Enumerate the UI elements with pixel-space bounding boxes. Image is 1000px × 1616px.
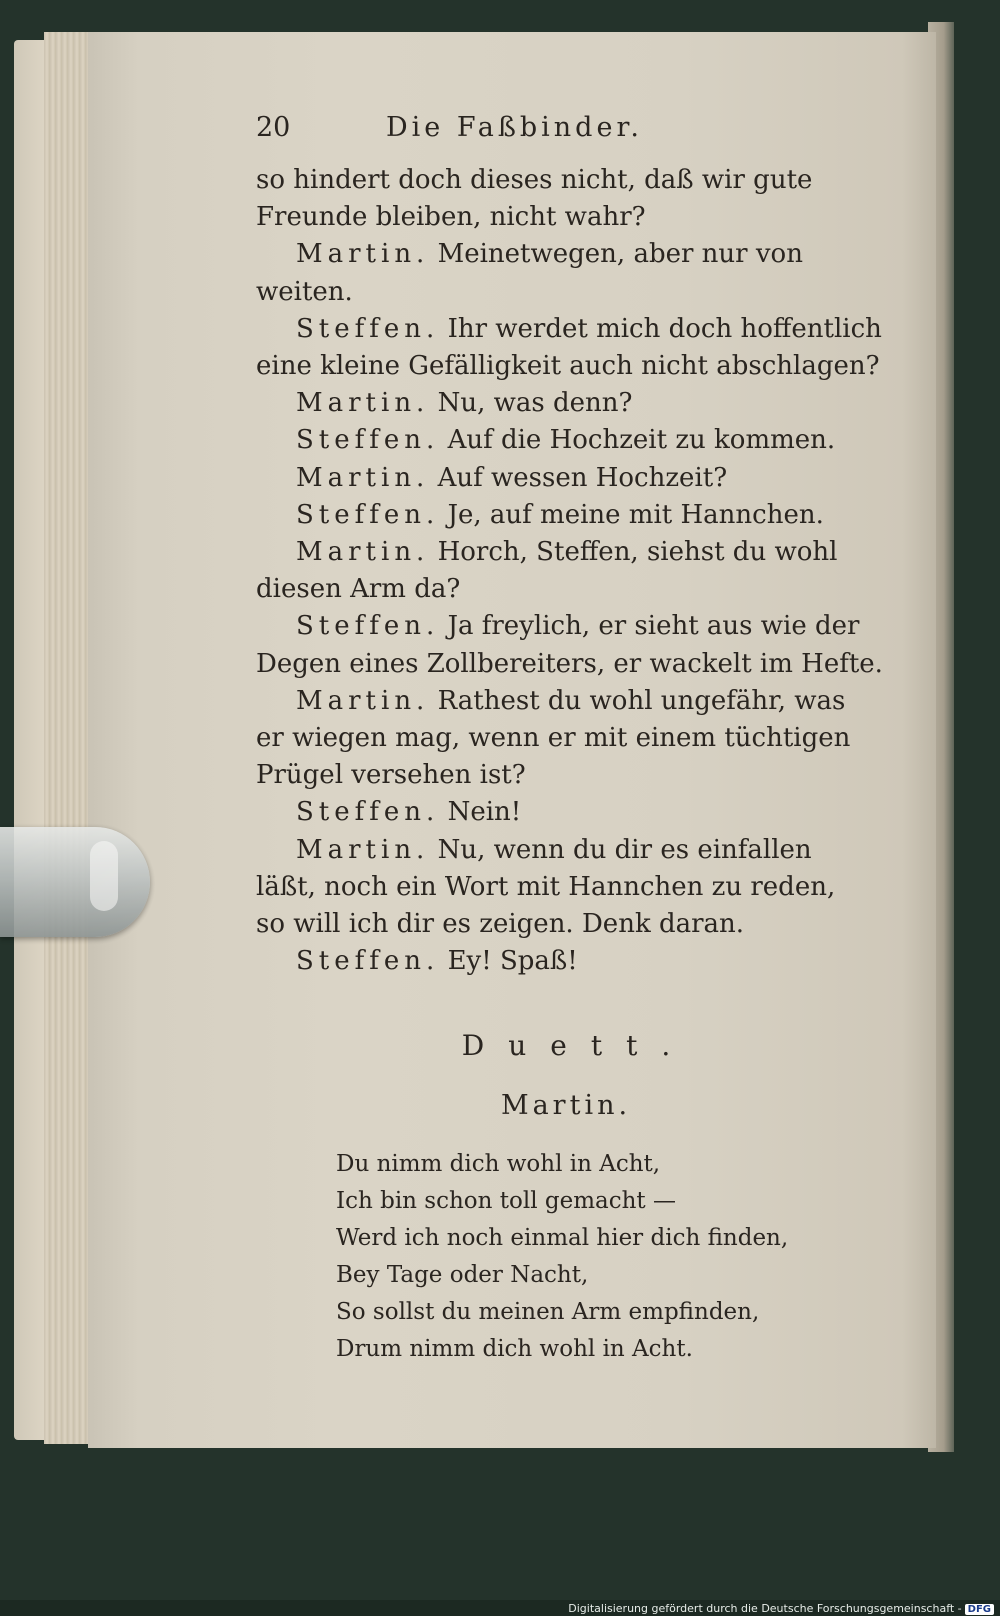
verse-line: Werd ich noch einmal hier dich finden,: [336, 1225, 789, 1252]
speaker-name: Steffen.: [296, 313, 440, 344]
verse-line: So sollst du meinen Arm empfinden,: [336, 1299, 760, 1326]
line-text: so will ich dir es zeigen. Denk daran.: [256, 909, 745, 940]
footer-strip: [0, 1600, 1000, 1616]
paper-clip: [0, 827, 150, 937]
text-line: [256, 943, 876, 980]
page-text: [256, 112, 883, 1368]
speaker-name: Martin.: [296, 239, 430, 270]
text-line: [256, 608, 876, 645]
text-line: [256, 497, 876, 534]
speaker-name: Steffen.: [296, 425, 440, 456]
text-line: [256, 311, 882, 348]
line-text: Auf die Hochzeit zu kommen.: [447, 425, 836, 456]
page-header: [256, 112, 876, 156]
text-line: [256, 385, 876, 422]
line-text: er wiegen mag, wenn er mit einem tüchtigen: [256, 723, 851, 754]
speaker-name: Martin.: [296, 834, 430, 865]
dialogue-block: [256, 162, 883, 980]
credit-text: Digitalisierung gefördert durch die Deutsche Forschungsgemeinschaft -: [568, 1602, 962, 1615]
text-line: [256, 683, 876, 720]
text-line: [256, 794, 876, 831]
clip-highlight: [90, 841, 118, 911]
line-text: Auf wessen Hochzeit?: [437, 462, 728, 493]
line-text: Prügel versehen ist?: [256, 760, 526, 791]
line-text: Horch, Steffen, siehst du wohl: [437, 537, 838, 568]
speaker-name: Martin.: [296, 685, 430, 716]
speaker-name: Steffen.: [296, 499, 440, 530]
line-text: Nu, wenn du dir es einfallen: [437, 834, 812, 865]
text-line: [256, 832, 876, 869]
text-line: [256, 422, 876, 459]
line-text: Degen eines Zollbereiters, er wackelt im Hefte.: [256, 648, 883, 679]
text-line: [256, 348, 880, 385]
verse-line: Drum nimm dich wohl in Acht.: [336, 1336, 693, 1363]
line-text: Meinetwegen, aber nur von: [437, 239, 803, 270]
line-text: Ihr werdet mich doch hoffentlich: [447, 313, 882, 344]
text-line: [256, 646, 883, 683]
credit-line: [568, 1602, 994, 1615]
text-line: [256, 162, 876, 199]
speaker-name: Steffen.: [296, 611, 440, 642]
speaker-name: Steffen.: [296, 946, 440, 977]
speaker-name: Steffen.: [296, 797, 440, 828]
line-text: Ey! Spaß!: [447, 946, 578, 977]
speaker-name: Martin.: [296, 462, 430, 493]
singer-name: Martin.: [500, 1090, 632, 1122]
speaker-name: Martin.: [296, 537, 430, 568]
running-title: Die Faßbinder.: [386, 112, 643, 143]
text-line: [256, 906, 876, 943]
text-line: [256, 274, 876, 311]
text-line: [256, 199, 876, 236]
line-text: läßt, noch ein Wort mit Hannchen zu reden,: [256, 871, 836, 902]
line-text: eine kleine Gefälligkeit auch nicht abschlagen?: [256, 351, 880, 382]
text-line: [256, 869, 876, 906]
text-line: [256, 236, 876, 273]
verse-block: [256, 1146, 876, 1368]
dfg-logo: DFG: [965, 1604, 994, 1615]
line-text: so hindert doch dieses nicht, daß wir gute: [256, 165, 813, 195]
speaker-name: Martin.: [296, 388, 430, 419]
text-line: [256, 720, 876, 757]
line-text: Je, auf meine mit Hannchen.: [447, 499, 824, 530]
text-line: [256, 460, 876, 497]
line-text: Freunde bleiben, nicht wahr?: [256, 202, 646, 233]
verse-line: Du nimm dich wohl in Acht,: [336, 1151, 661, 1178]
page-edges: [44, 32, 92, 1444]
line-text: Rathest du wohl ungefähr, was: [437, 685, 846, 716]
text-line: [256, 534, 876, 571]
verse-line: Ich bin schon toll gemacht —: [336, 1188, 676, 1215]
line-text: Ja freylich, er sieht aus wie der: [447, 611, 860, 642]
line-text: diesen Arm da?: [256, 574, 461, 605]
line-text: weiten.: [256, 276, 353, 307]
text-line: [256, 571, 876, 608]
line-text: Nein!: [447, 797, 522, 828]
text-line: [256, 757, 876, 794]
verse-line: Bey Tage oder Nacht,: [336, 1262, 589, 1289]
line-text: Nu, was denn?: [437, 388, 633, 419]
page-number: 20: [256, 112, 291, 143]
section-title: Duett.: [461, 1029, 695, 1063]
